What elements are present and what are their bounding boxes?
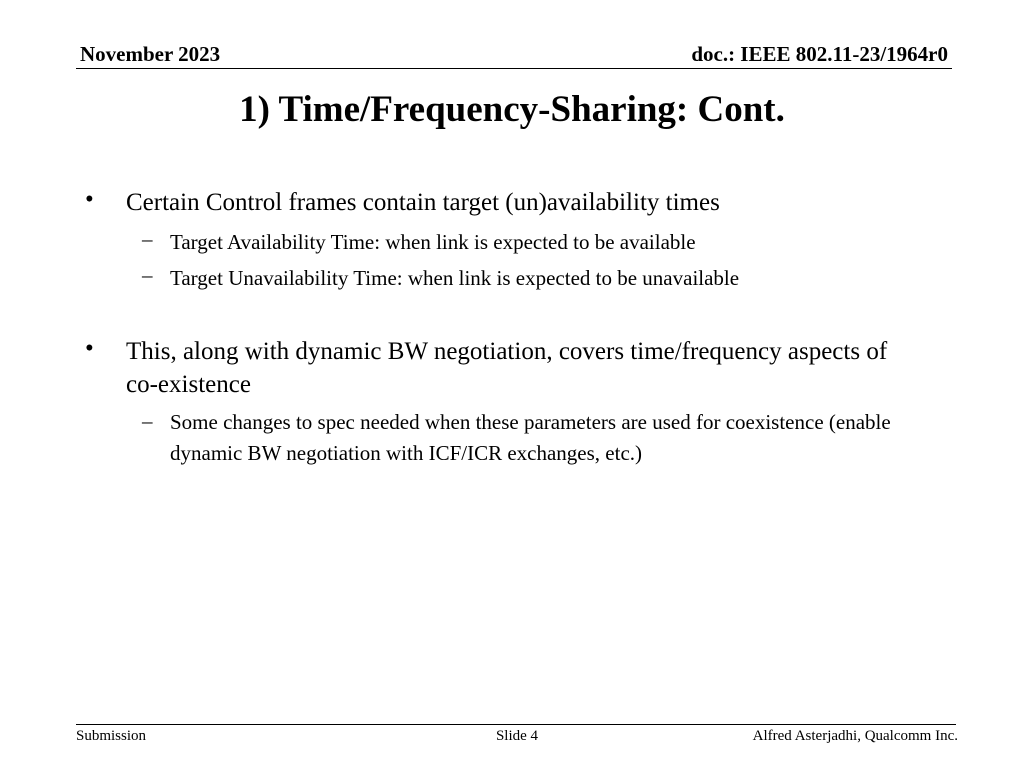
slide-title: 1) Time/Frequency-Sharing: Cont. [239,89,785,130]
header-doc-id: doc.: IEEE 802.11-23/1964r0 [691,42,948,66]
footer-submission: Submission [76,728,147,744]
sub-bullet-marker: – [142,263,153,287]
sub-bullet-marker: – [142,227,153,251]
sub-bullet-text: Some changes to spec needed when these parameters are used for coexistence (enable dynamic BW negotiation with ICF/ICR exchanges, etc.) [170,410,891,465]
bullet-marker: • [85,186,94,213]
footer-author: Alfred Asterjadhi, Qualcomm Inc. [752,728,958,744]
bullet-marker: • [85,335,94,362]
bullet-text: Certain Control frames contain target (un)availability times [126,189,720,216]
sub-bullet-marker: – [142,409,153,433]
sub-bullet-text: Target Availability Time: when link is expected to be available [170,230,696,254]
bullet-text: This, along with dynamic BW negotiation, covers time/frequency aspects of co-existence [126,338,888,398]
footer-slide-number: Slide 4 [495,728,539,744]
header-date: November 2023 [80,42,221,66]
footer-divider [76,724,956,725]
sub-bullet-text: Target Unavailability Time: when link is expected to be unavailable [170,266,740,290]
